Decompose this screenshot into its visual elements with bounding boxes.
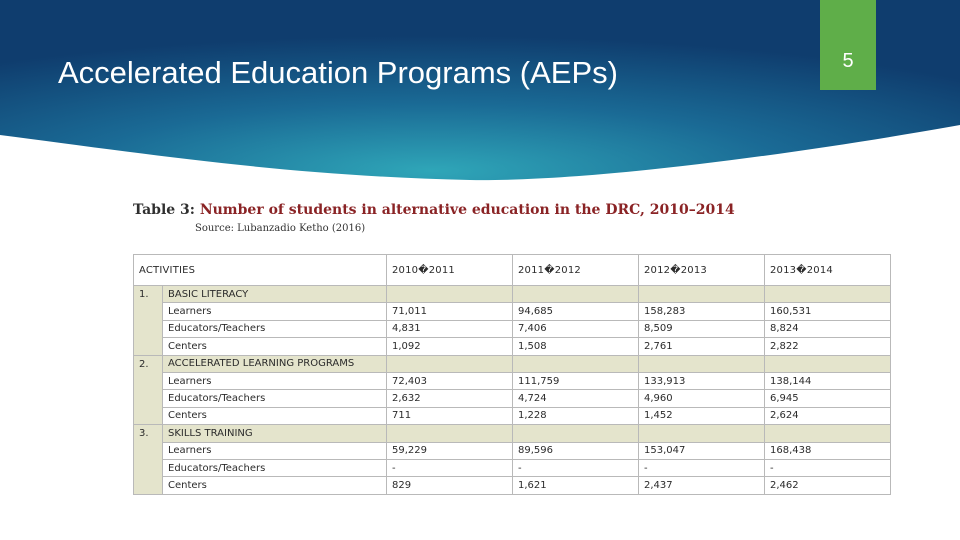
table-cell: 6,945 — [765, 390, 891, 407]
header-cell-year: 2013�2014 — [765, 255, 891, 286]
table-row — [134, 407, 891, 424]
table-row — [134, 372, 891, 389]
table-cell: 829 — [387, 477, 513, 494]
section-number: 1. — [134, 286, 163, 356]
header-cell-year: 2011�2012 — [513, 255, 639, 286]
section-row-accelerated-learning — [134, 355, 891, 372]
table-cell: 111,759 — [513, 372, 639, 389]
table-cell: - — [387, 459, 513, 476]
table-row — [134, 477, 891, 494]
table-cell: - — [639, 459, 765, 476]
table-cell: 59,229 — [387, 442, 513, 459]
row-label: Learners — [163, 442, 387, 459]
row-label: Centers — [163, 407, 387, 424]
table-cell: 1,452 — [639, 407, 765, 424]
table-cell: 4,960 — [639, 390, 765, 407]
table-caption — [133, 202, 735, 218]
table-cell: 8,824 — [765, 320, 891, 337]
slide-title: Accelerated Education Programs (AEPs) — [58, 55, 618, 90]
page-number: 5 — [842, 50, 854, 72]
page-number-badge — [820, 0, 876, 90]
section-number: 2. — [134, 355, 163, 425]
section-number: 3. — [134, 425, 163, 495]
table-cell: 1,092 — [387, 338, 513, 355]
table-cell: 2,822 — [765, 338, 891, 355]
students-table — [133, 254, 891, 495]
table-caption-label: Table 3: — [133, 202, 195, 218]
table-cell: 1,228 — [513, 407, 639, 424]
header-cell-year: 2010�2011 — [387, 255, 513, 286]
table-cell: 153,047 — [639, 442, 765, 459]
table-cell: 2,437 — [639, 477, 765, 494]
table-row — [134, 338, 891, 355]
section-name: SKILLS TRAINING — [163, 425, 387, 442]
table-cell: 4,831 — [387, 320, 513, 337]
header-cell-year: 2012�2013 — [639, 255, 765, 286]
row-label: Centers — [163, 338, 387, 355]
table-row — [134, 442, 891, 459]
table-cell: 158,283 — [639, 303, 765, 320]
table-row — [134, 390, 891, 407]
row-label: Educators/Teachers — [163, 459, 387, 476]
table-cell: 72,403 — [387, 372, 513, 389]
table-cell: 711 — [387, 407, 513, 424]
table-cell: 133,913 — [639, 372, 765, 389]
table-cell: 2,632 — [387, 390, 513, 407]
row-label: Educators/Teachers — [163, 320, 387, 337]
table-cell: 138,144 — [765, 372, 891, 389]
table-header-row — [134, 255, 891, 286]
row-label: Learners — [163, 372, 387, 389]
table-cell: 94,685 — [513, 303, 639, 320]
table-row — [134, 459, 891, 476]
section-name: ACCELERATED LEARNING PROGRAMS — [163, 355, 387, 372]
table-cell: 89,596 — [513, 442, 639, 459]
section-row-skills-training — [134, 425, 891, 442]
table-cell: 1,508 — [513, 338, 639, 355]
table-cell: - — [513, 459, 639, 476]
table-cell: 2,624 — [765, 407, 891, 424]
table-cell: - — [765, 459, 891, 476]
table-cell: 2,761 — [639, 338, 765, 355]
row-label: Centers — [163, 477, 387, 494]
table-cell: 2,462 — [765, 477, 891, 494]
header-cell-activities: ACTIVITIES — [134, 255, 387, 286]
table-cell: 1,621 — [513, 477, 639, 494]
section-row-basic-literacy — [134, 286, 891, 303]
table-row — [134, 303, 891, 320]
table-cell: 71,011 — [387, 303, 513, 320]
table-cell: 4,724 — [513, 390, 639, 407]
table-row — [134, 320, 891, 337]
table-cell: 160,531 — [765, 303, 891, 320]
table-cell: 8,509 — [639, 320, 765, 337]
row-label: Learners — [163, 303, 387, 320]
table-caption-text: Number of students in alternative education in the DRC, 2010–2014 — [199, 202, 735, 218]
table-cell: 7,406 — [513, 320, 639, 337]
row-label: Educators/Teachers — [163, 390, 387, 407]
table-source: Source: Lubanzadio Ketho (2016) — [195, 223, 366, 234]
table-cell: 168,438 — [765, 442, 891, 459]
section-name: BASIC LITERACY — [163, 286, 387, 303]
